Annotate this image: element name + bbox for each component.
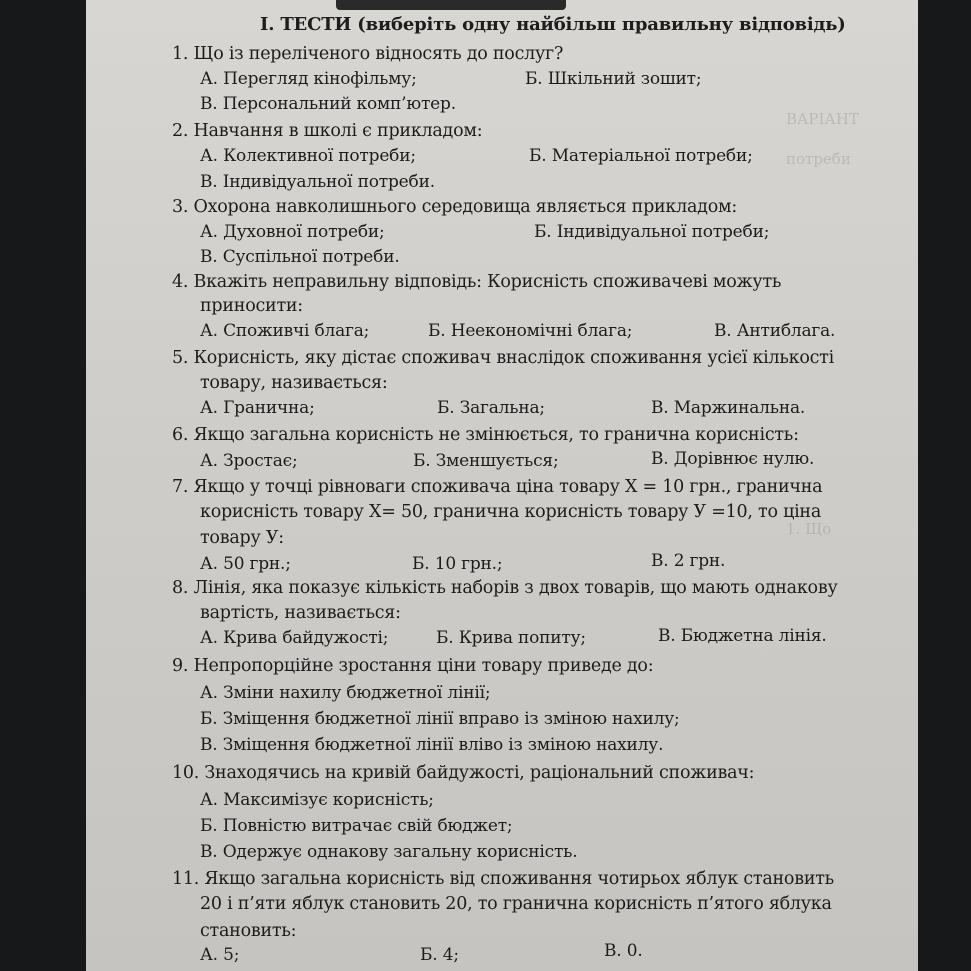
option-1a: А. Перегляд кінофільму;: [200, 69, 417, 89]
option-2a: А. Колективної потреби;: [200, 146, 416, 166]
option-9b: Б. Зміщення бюджетної лінії вправо із зміною нахилу;: [200, 709, 680, 729]
question-8: 8. Лінія, яка показує кількість наборів з двох товарів, що мають однакову: [172, 578, 838, 598]
option-5b: Б. Загальна;: [437, 398, 545, 418]
question-2: 2. Навчання в школі є прикладом:: [172, 121, 483, 141]
option-4c: В. Антиблага.: [714, 321, 836, 341]
question-11-cont2: становить:: [200, 921, 297, 941]
option-11c: В. 0.: [604, 941, 643, 961]
option-4a: А. Споживчі блага;: [200, 321, 370, 341]
question-7: 7. Якщо у точці рівноваги споживача ціна товару X = 10 грн., гранична: [172, 477, 823, 497]
question-6: 6. Якщо загальна корисність не змінюється, то гранична корисність:: [172, 425, 799, 445]
question-11: 11. Якщо загальна корисність від споживання чотирьох яблук становить: [172, 869, 834, 889]
option-7b: Б. 10 грн.;: [412, 554, 503, 574]
option-9c: В. Зміщення бюджетної лінії вліво із зміною нахилу.: [200, 735, 664, 755]
option-6a: А. Зростає;: [200, 451, 298, 471]
option-5c: В. Маржинальна.: [651, 398, 806, 418]
option-1b: Б. Шкільний зошит;: [525, 69, 702, 89]
option-11a: А. 5;: [200, 945, 240, 965]
option-6b: Б. Зменшується;: [413, 451, 559, 471]
option-8a: А. Крива байдужості;: [200, 628, 389, 648]
bleed-through-text: ВАРІАНТ: [786, 110, 859, 128]
question-7-cont: корисність товару X= 50, гранична корисність товару У =10, то ціна: [200, 502, 822, 522]
question-10: 10. Знаходячись на кривій байдужості, раціональний споживач:: [172, 763, 755, 783]
page-title: I. ТЕСТИ (виберіть одну найбільш правильну відповідь): [260, 14, 846, 35]
question-9: 9. Непропорційне зростання ціни товару приведе до:: [172, 656, 654, 676]
option-10b: Б. Повністю витрачає свій бюджет;: [200, 816, 513, 836]
option-6c: В. Дорівнює нулю.: [651, 449, 815, 469]
option-2b: Б. Матеріальної потреби;: [529, 146, 753, 166]
question-7-cont2: товару У:: [200, 528, 284, 548]
option-3b: Б. Індивідуальної потреби;: [534, 222, 770, 242]
test-page: [86, 0, 918, 971]
option-5a: А. Гранична;: [200, 398, 315, 418]
option-8b: Б. Крива попиту;: [436, 628, 586, 648]
question-5-cont: товару, називається:: [200, 373, 388, 393]
question-4: 4. Вкажіть неправильну відповідь: Корисність споживачеві можуть: [172, 272, 782, 292]
question-5: 5. Корисність, яку дістає споживач внаслідок споживання усієї кількості: [172, 348, 834, 368]
question-4-cont: приносити:: [200, 296, 303, 316]
option-10a: А. Максимізує корисність;: [200, 790, 434, 810]
question-1: 1. Що із переліченого відносять до послуг?: [172, 44, 564, 64]
page-header-strip: [336, 0, 566, 10]
question-8-cont: вартість, називається:: [200, 603, 401, 623]
option-3c: В. Суспільної потреби.: [200, 247, 400, 267]
option-7a: А. 50 грн.;: [200, 554, 291, 574]
question-3: 3. Охорона навколишнього середовища являється прикладом:: [172, 197, 737, 217]
option-11b: Б. 4;: [420, 945, 459, 965]
option-3a: А. Духовної потреби;: [200, 222, 385, 242]
option-4b: Б. Неекономічні блага;: [428, 321, 633, 341]
option-10c: В. Одержує однакову загальну корисність.: [200, 842, 578, 862]
bleed-through-text: 1. Що: [786, 520, 832, 538]
option-1c: В. Персональний комп’ютер.: [200, 94, 456, 114]
question-11-cont: 20 і п’яти яблук становить 20, то гранична корисність п’ятого яблука: [200, 894, 832, 914]
option-9a: А. Зміни нахилу бюджетної лінії;: [200, 683, 491, 703]
bleed-through-text: потреби: [786, 150, 851, 168]
option-8c: В. Бюджетна лінія.: [658, 626, 827, 646]
option-7c: В. 2 грн.: [651, 551, 726, 571]
option-2c: В. Індивідуальної потреби.: [200, 172, 435, 192]
